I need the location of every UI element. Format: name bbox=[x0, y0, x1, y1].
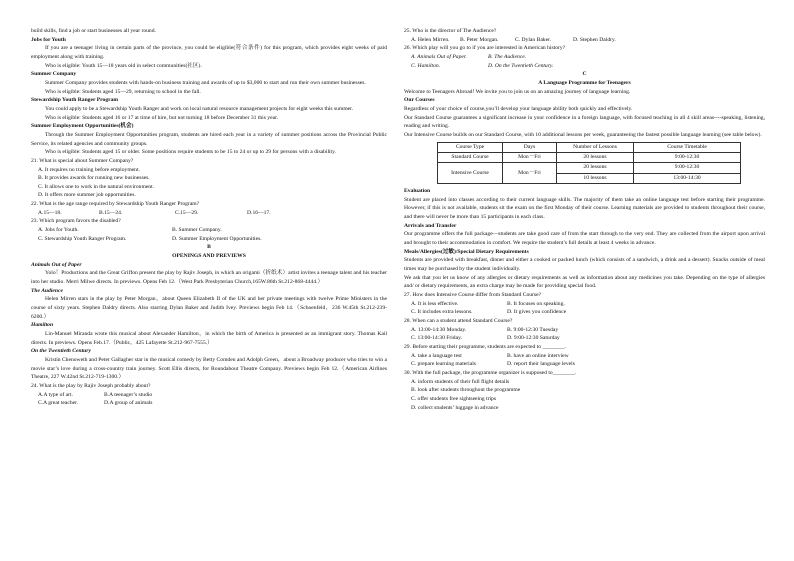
sem-desc: Through the Summer Employment Opportunities program, students are hired each year in a variety of summer positions across the Provincial Public Service, its related agencies and community groups. bbox=[31, 131, 387, 147]
option: B. It focuses on speaking. bbox=[507, 300, 565, 307]
table-cell: 20 lessons bbox=[557, 163, 634, 173]
option: D. It offers more summer job opportunities. bbox=[38, 192, 136, 199]
jobs-eligible: Who is eligible: Youth 15—18 years old in select communities(社区). bbox=[45, 62, 202, 69]
option: D. collect students’ luggage in advance bbox=[411, 404, 499, 411]
show-title: On the Twentieth Century bbox=[31, 348, 91, 355]
option: B. The Audience. bbox=[488, 53, 527, 60]
options-row bbox=[31, 226, 387, 235]
options-row bbox=[404, 300, 765, 309]
option: C. It includes extra lessons. bbox=[411, 309, 473, 316]
steward-title: Stewardship Youth Ranger Program bbox=[31, 97, 119, 104]
summer-eligible: Who is eligible: Students aged 15—29, returning to school in the fall. bbox=[45, 88, 201, 95]
meals-p1: Students are provided with breakfast, dinner and either a cooked or packed lunch (which consists of a sandwich, a drink and a dessert). Snacks outside of meal times may be purchased by the student individually. bbox=[404, 257, 765, 273]
jobs-desc: If you are a teenager living in certain parts of the province, you could be eligible(符合条件) for this program, which provides eight weeks of paid employment along with training. bbox=[31, 45, 387, 60]
section-c-title: A Language Programme for Teenagers bbox=[538, 79, 631, 86]
options-row bbox=[404, 352, 765, 361]
option: D. Summer Employment Opportunities. bbox=[172, 235, 262, 242]
left-column bbox=[31, 27, 387, 408]
table-cell: Intensive Course bbox=[438, 163, 503, 184]
table-cell: 9:00-12:30 bbox=[634, 163, 741, 173]
table-cell: 13:00-14:30 bbox=[634, 173, 741, 183]
option: C. offer students free sightseeing trips bbox=[411, 395, 497, 402]
table-cell: Standard Course bbox=[438, 152, 503, 162]
courses-title: Our Courses bbox=[404, 97, 435, 104]
meals-p2: We ask that you let us know of any allergies or dietary requirements as well as information about any medicines you take. Depending on the type of allergies and/ or dietary requirements, an extra charge may be made for providing special food. bbox=[404, 274, 765, 290]
course-table bbox=[437, 142, 741, 185]
question-30: 30. With the full package, the programme organizer is supposed to________. bbox=[404, 369, 577, 376]
top-line: build skills, find a job or start businesses all year round. bbox=[31, 28, 156, 34]
options-row bbox=[31, 209, 387, 218]
steward-desc: You could apply to be a Stewardship Youth Ranger and work on local natural resource management projects for eight weeks this summer. bbox=[45, 105, 354, 112]
options-row bbox=[404, 62, 765, 71]
option: A.A type of art. bbox=[38, 391, 73, 398]
option: D.16—17. bbox=[247, 209, 271, 216]
option: D. It gives you confidence bbox=[507, 309, 567, 316]
options-row bbox=[404, 53, 765, 62]
sem-title: Summer Employment Opportunities(机会) bbox=[31, 123, 134, 130]
option: B. look after students throughout the programme bbox=[411, 387, 521, 394]
option: B.A teenager’s studio bbox=[104, 391, 153, 398]
eval-text: Student are placed into classes according to their current language skills. The majority of them take an online language test before starting their programme. However, if this is not available, students sit the exam on the first Monday of their course. Learning materials are provided to students throughout their course, and there will never be more than 15 participants in each class. bbox=[404, 196, 765, 221]
question-27: 27. How does Intensive Course differ from Standard Course? bbox=[404, 292, 542, 299]
table-cell: Mon－Fri bbox=[503, 163, 557, 184]
options-row bbox=[31, 391, 387, 400]
question-26: 26. Which play will you go to if you are interested in American history? bbox=[404, 45, 566, 52]
option: B.15—24. bbox=[99, 209, 123, 216]
option: B. have an online interview bbox=[507, 352, 569, 359]
courses-p3: Our Intensive Course builds on our Standard Course, with 10 additional lessons per week, guaranteeing the fastest possible language learning (see table below). bbox=[404, 131, 762, 138]
question-21: 21. What is special about Summer Company? bbox=[31, 157, 134, 164]
table-header: Course Type bbox=[438, 142, 503, 152]
option: A. take a language test bbox=[411, 352, 462, 359]
steward-eligible: Who is eligible: Students aged 16 or 17 at time of hire, but not turning 18 before December 31 this year. bbox=[45, 114, 279, 121]
option: A. 13:00-14:30 Monday. bbox=[411, 326, 467, 333]
eval-title: Evaluation bbox=[404, 188, 431, 195]
option: C. Stewardship Youth Ranger Program. bbox=[38, 235, 127, 242]
courses-p2: Our Standard Course guarantees a significant increase in your confidence in a foreign language, with focused teaching in all 4 skill areas----speaking, listening, reading and writing. bbox=[404, 114, 765, 130]
table-cell: 10 lessons bbox=[557, 173, 634, 183]
option: B. It provides awards for running new businesses. bbox=[38, 175, 150, 182]
option: D.A group of animals bbox=[104, 400, 153, 407]
options-row bbox=[31, 399, 387, 408]
section-b-label: B bbox=[207, 244, 211, 251]
option: A. It requires no training before employment. bbox=[38, 166, 140, 173]
option: C. It allows one to work in the natural environment. bbox=[38, 183, 155, 190]
show-title: Hamilton bbox=[31, 322, 54, 329]
table-row bbox=[438, 152, 741, 162]
option: A. Helen Mirren. bbox=[411, 36, 450, 43]
options-row bbox=[404, 326, 765, 335]
option: C.15—29. bbox=[175, 209, 199, 216]
arrivals-text: Our programme offers the full package—students are take good care of from the start through to the very end. They are collected from the airport upon arrival and brought to their accommodation in comfort. We require the student’s full details at least 4 weeks in advance. bbox=[404, 231, 765, 247]
options-row bbox=[31, 235, 387, 244]
option: D. 9:00-12:30 Saturday bbox=[507, 335, 560, 342]
meals-title: Meals/Allergies(过敏)/Special Dietary Requirements bbox=[404, 248, 529, 255]
option: D. On the Twentieth Century. bbox=[488, 62, 554, 69]
show-desc: Helen Mirren stars in the play by Peter Morgan，about Queen Elizabeth II of the UK and her private meetings with twelve Prime Ministers in the course of sixty years. Stephen Daldry directs. Also starring Dylan Baker and Judith Ivey. Previews begin Feb 14.（Schoenfeld，236 W.45th St.212-239-6200.） bbox=[31, 296, 387, 320]
options-row bbox=[404, 334, 765, 343]
option: A. Jobs for Youth. bbox=[38, 227, 79, 234]
table-header-row bbox=[438, 142, 741, 152]
option: B. Summer Company. bbox=[172, 227, 222, 234]
table-header: Number of Lessons bbox=[557, 142, 634, 152]
options-row bbox=[404, 36, 765, 45]
show-title: The Audience bbox=[31, 287, 63, 294]
section-b-title: OPENINGS AND PREVIEWS bbox=[172, 253, 246, 260]
show-desc: Lin-Manuel Miranda wrote this musical about Alexander Hamilton，in which the birth of America is presented as an immigrant story. Thomas Kail directs. In previews. Opens Feb.17.（Public，425 Lafayette St.212-967-7555.） bbox=[31, 330, 387, 346]
table-cell: 9:00-12:30 bbox=[634, 152, 741, 162]
table-cell: 20 lessons bbox=[557, 152, 634, 162]
option: D. Stephen Daldry. bbox=[573, 36, 616, 43]
summer-desc: Summer Company provides students with hands-on business training and awards of up to $3,000 to start and run their own summer businesses. bbox=[45, 79, 366, 86]
option: A. Animals Out of Paper. bbox=[411, 53, 467, 60]
right-column bbox=[404, 27, 765, 412]
option: B. Peter Morgan. bbox=[460, 36, 499, 43]
question-22: 22. What is the age range required by Stewardship Youth Ranger Program? bbox=[31, 201, 200, 208]
question-28: 28. When can a student attend Standard Course? bbox=[404, 318, 513, 324]
option: A. It is less effective. bbox=[411, 300, 459, 307]
courses-p1: Regardless of your choice of course,you’ll develop your language ability both quickly and effectively. bbox=[404, 105, 633, 112]
option: C. Hamilton. bbox=[411, 62, 441, 69]
summer-title: Summer Company bbox=[31, 71, 77, 78]
option: C. 13:00-14:30 Friday. bbox=[411, 335, 462, 342]
question-23: 23. Which program favors the disabled? bbox=[31, 218, 121, 225]
option: A.15—18. bbox=[38, 209, 62, 216]
option: C. Dylan Baker. bbox=[515, 36, 552, 43]
option: C.A great teacher. bbox=[38, 400, 79, 407]
table-cell: Mon－Fri bbox=[503, 152, 557, 162]
options-row bbox=[404, 308, 765, 317]
show-desc: Kristin Chenoweth and Peter Gallagher star in the musical comedy by Betty Comden and Adolph Green，about a Broadway producer who tries to win a movie star’s love during a cross-country train journey. Scott Ellis directs, for Roundabout Theatre Company. Previews begin Feb 12.（American Airlines Theatre, 227 W.42nd St.212-719-1300.） bbox=[31, 356, 387, 381]
sem-eligible: Who is eligible: Students aged 15 or older. Some positions require students to be 15 to 24 or up to 29 for persons with a disability. bbox=[45, 149, 336, 156]
table-header: Days bbox=[503, 142, 557, 152]
question-29: 29. Before starting their programme, students are expected to ________. bbox=[404, 343, 567, 350]
option: A. inform students of their full flight details bbox=[411, 378, 510, 385]
option: B. 9:00-12:30 Tuesday bbox=[507, 326, 559, 333]
intro: Welcome to Teenagers Abroad! We invite you to join us on an amazing journey of language learning. bbox=[404, 88, 631, 95]
arrivals-title: Arrivals and Transfer bbox=[404, 222, 457, 229]
question-25: 25. Who is the director of The Audience? bbox=[404, 28, 497, 34]
table-row bbox=[438, 163, 741, 173]
show-desc: Yolo！Productions and the Great Griffon present the play by Rajiv Joseph, in which an origami（折纸术）artist invites a teenage talent and his teacher into her studio. Merri Milwe directs. In previews. Opens Feb 12.（West Park Presbyterian Church,165W.86th St.212-868-4444.） bbox=[31, 270, 387, 286]
table-header: Course Timetable bbox=[634, 142, 741, 152]
options-row bbox=[404, 360, 765, 369]
show-title: Animals Out of Paper bbox=[31, 261, 82, 268]
option: D. report their language levels bbox=[507, 361, 575, 368]
option: C. prepare learning materials bbox=[411, 361, 476, 368]
question-24: 24. What is the play by Rajiv Joseph probably about? bbox=[31, 382, 151, 389]
jobs-title: Jobs for Youth bbox=[31, 36, 66, 43]
section-c-label: C bbox=[582, 71, 587, 78]
